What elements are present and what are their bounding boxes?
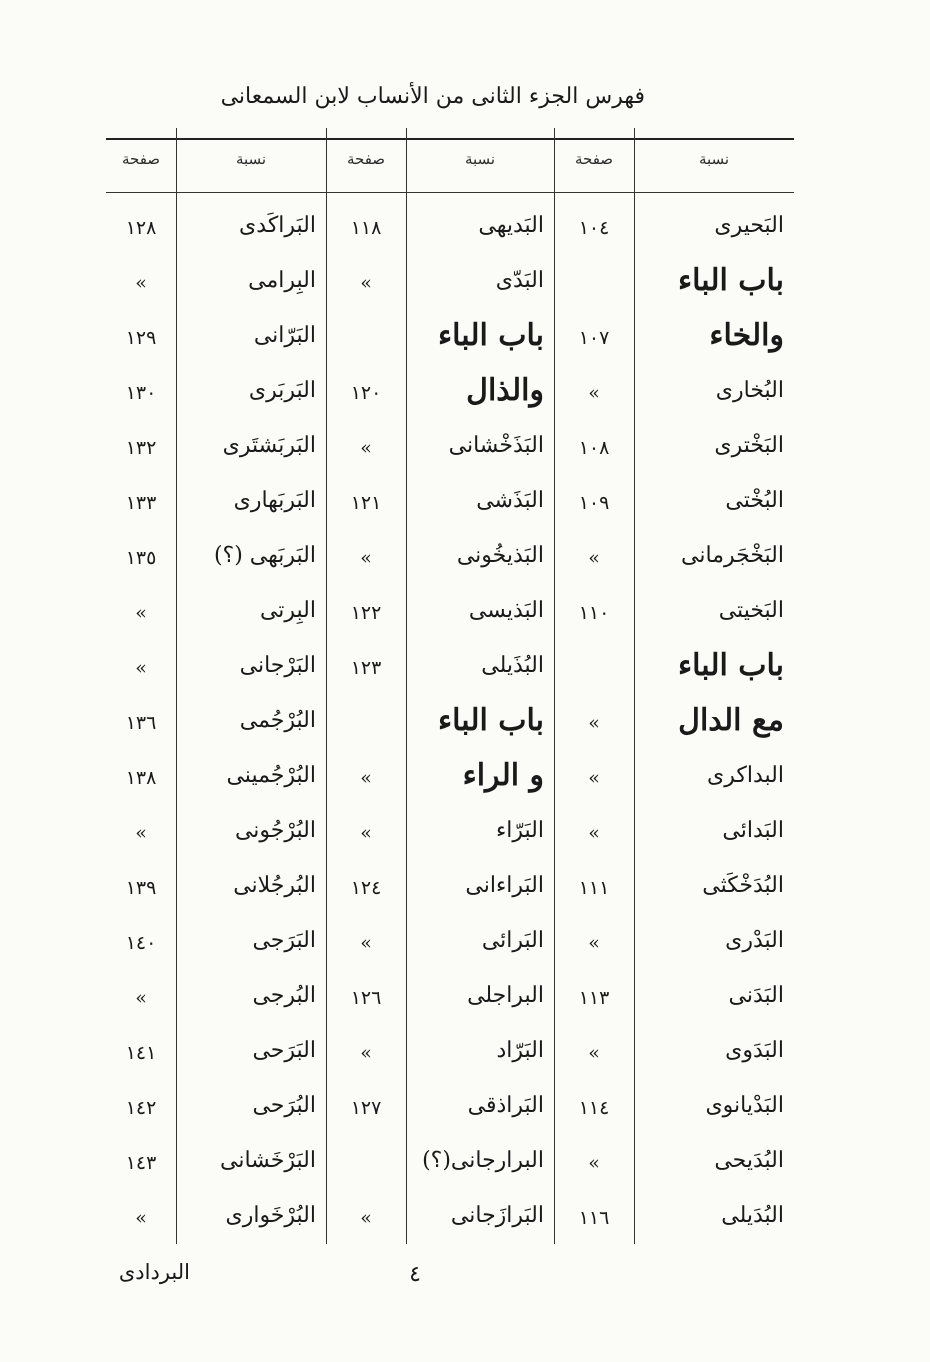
nisba-entry: البَدائى bbox=[722, 818, 784, 843]
page-entry: » bbox=[588, 1042, 600, 1064]
page-entry: ١٣٦ bbox=[125, 712, 157, 734]
page-entry: ١١٤ bbox=[578, 1097, 610, 1119]
page-entry: ١٢٣ bbox=[350, 657, 382, 679]
nisba-header: نسبة bbox=[464, 150, 496, 168]
page-entry: ١٢٦ bbox=[350, 987, 382, 1009]
nisba-entry: البَحيرى bbox=[714, 213, 784, 238]
nisba-entry: البُرْجُمى bbox=[239, 708, 316, 733]
nisba-entry: البَخيتى bbox=[718, 598, 784, 623]
nisba-entry: البَديهى bbox=[478, 213, 544, 238]
page-entry: ١٠٨ bbox=[578, 437, 610, 459]
page-column-3 bbox=[106, 128, 176, 1244]
nisba-entry: البُرجُلانى bbox=[233, 873, 316, 898]
nisba-entry: باب الباء bbox=[438, 703, 544, 738]
nisba-entry: البُرْخَوارى bbox=[225, 1203, 316, 1228]
page-entry: » bbox=[588, 1152, 600, 1174]
nisba-entry: البُرْجُمينى bbox=[226, 763, 316, 788]
nisba-header: نسبة bbox=[235, 150, 267, 168]
page-entry: ١٢١ bbox=[350, 492, 382, 514]
nisba-column-2 bbox=[406, 128, 554, 1244]
nisba-entry: و الراء bbox=[462, 758, 544, 793]
page-entry: » bbox=[135, 822, 147, 844]
page-entry: ١٤٠ bbox=[125, 932, 157, 954]
page-entry: ١٢٤ bbox=[350, 877, 382, 899]
nisba-entry: البَربَشتَرى bbox=[222, 433, 316, 458]
page-entry: ١٤٢ bbox=[125, 1097, 157, 1119]
page-entry: ١٢٧ bbox=[350, 1097, 382, 1119]
nisba-entry: البَذيسى bbox=[468, 598, 544, 623]
nisba-entry: البُذَيلى bbox=[481, 653, 544, 678]
page-entry: » bbox=[360, 767, 372, 789]
page-column-1 bbox=[554, 128, 634, 1244]
page-entry: » bbox=[135, 987, 147, 1009]
page-header: صفحة bbox=[574, 150, 614, 168]
nisba-entry: البداكرى bbox=[707, 763, 784, 788]
nisba-entry: البَرّاد bbox=[496, 1038, 544, 1063]
nisba-entry: البَراكَدى bbox=[239, 213, 316, 238]
nisba-entry: البَخْترى bbox=[714, 433, 784, 458]
index-table bbox=[106, 128, 794, 1244]
page-entry: » bbox=[588, 547, 600, 569]
page-entry: ١١٨ bbox=[350, 217, 382, 239]
page-entry: » bbox=[360, 272, 372, 294]
page-entry: » bbox=[135, 272, 147, 294]
nisba-entry: البَراءانى bbox=[465, 873, 544, 898]
page-entry: » bbox=[588, 712, 600, 734]
nisba-entry: البَدّى bbox=[495, 268, 544, 293]
page-column-2 bbox=[326, 128, 406, 1244]
nisba-entry: البَدَنى bbox=[728, 983, 784, 1008]
nisba-entry: البُخارى bbox=[715, 378, 784, 403]
nisba-entry: البرارجانى(؟) bbox=[422, 1148, 544, 1173]
nisba-entry: البَراذقى bbox=[467, 1093, 544, 1118]
nisba-entry: البَربَهى (؟) bbox=[213, 543, 316, 568]
page-entry: ١٤١ bbox=[125, 1042, 157, 1064]
nisba-entry: البَدَوى bbox=[725, 1038, 784, 1063]
nisba-header: نسبة bbox=[698, 150, 730, 168]
nisba-entry: باب الباء bbox=[678, 263, 784, 298]
page-entry: ١١٣ bbox=[578, 987, 610, 1009]
page-entry: » bbox=[588, 822, 600, 844]
page-entry: » bbox=[135, 1207, 147, 1229]
page-entry: » bbox=[588, 382, 600, 404]
page-header: صفحة bbox=[346, 150, 386, 168]
nisba-entry: البُرْجُونى bbox=[234, 818, 316, 843]
page-entry: ١٣٠ bbox=[125, 382, 157, 404]
page-number: ٤ bbox=[409, 1262, 421, 1287]
page-entry: ١٠٧ bbox=[578, 327, 610, 349]
nisba-entry: مع الدال bbox=[678, 703, 784, 738]
page-entry: ١١١ bbox=[578, 877, 610, 899]
nisba-entry: البِرتى bbox=[259, 598, 316, 623]
page-entry: ١٣٨ bbox=[125, 767, 157, 789]
nisba-entry: البَرّاء bbox=[495, 818, 544, 843]
catchword: البردادى bbox=[118, 1260, 190, 1284]
nisba-entry: البُدَخْكَثى bbox=[702, 873, 784, 898]
page-entry: ١١٠ bbox=[578, 602, 610, 624]
nisba-entry: البَرَحى bbox=[252, 1038, 316, 1063]
page-entry: » bbox=[360, 822, 372, 844]
nisba-entry: البَخْجَرمانى bbox=[681, 543, 784, 568]
nisba-entry: والخاء bbox=[709, 318, 784, 353]
nisba-column-1 bbox=[634, 128, 794, 1244]
page-entry: » bbox=[588, 767, 600, 789]
page-entry: ١٠٤ bbox=[578, 217, 610, 239]
page-entry: » bbox=[588, 932, 600, 954]
page-entry: ١٣٩ bbox=[125, 877, 157, 899]
nisba-entry: البُرجى bbox=[252, 983, 316, 1008]
nisba-entry: البَذيخُونى bbox=[456, 543, 544, 568]
page-entry: » bbox=[135, 657, 147, 679]
page-title: فهرس الجزء الثانى من الأنساب لابن السمعانى bbox=[220, 84, 645, 109]
page-entry: » bbox=[360, 437, 372, 459]
nisba-column-3 bbox=[176, 128, 326, 1244]
page-entry: ١٢٢ bbox=[350, 602, 382, 624]
page-entry: ١٣٢ bbox=[125, 437, 157, 459]
nisba-entry: البَربَرى bbox=[248, 378, 316, 403]
nisba-entry: البَربَهارى bbox=[233, 488, 316, 513]
nisba-entry: البَرْجانى bbox=[239, 653, 316, 678]
nisba-entry: البَدْرى bbox=[725, 928, 784, 953]
nisba-entry: باب الباء bbox=[678, 648, 784, 683]
nisba-entry: البَرّانى bbox=[253, 323, 316, 348]
page-entry: ١٢٨ bbox=[125, 217, 157, 239]
nisba-entry: البَدْيانوى bbox=[705, 1093, 784, 1118]
page-entry: » bbox=[360, 547, 372, 569]
page-entry: ١٢٠ bbox=[350, 382, 382, 404]
nisba-entry: البُرَحى bbox=[252, 1093, 316, 1118]
nisba-entry: البِرامى bbox=[248, 268, 316, 293]
page-entry: ١٤٣ bbox=[125, 1152, 157, 1174]
page-entry: ١٣٥ bbox=[125, 547, 157, 569]
nisba-entry: البَذَشى bbox=[476, 488, 544, 513]
nisba-entry: البُدَيلى bbox=[721, 1203, 784, 1228]
nisba-entry: البُدَيحى bbox=[714, 1148, 784, 1173]
nisba-entry: البَرْخَشانى bbox=[220, 1148, 316, 1173]
nisba-entry: باب الباء bbox=[438, 318, 544, 353]
nisba-entry: والذال bbox=[466, 373, 544, 408]
page-entry: ١١٦ bbox=[578, 1207, 610, 1229]
page-entry: » bbox=[360, 1042, 372, 1064]
page-entry: » bbox=[360, 1207, 372, 1229]
page-entry: ١٢٩ bbox=[125, 327, 157, 349]
page-entry: ١٣٣ bbox=[125, 492, 157, 514]
nisba-entry: البُخْتى bbox=[725, 488, 784, 513]
page-entry: » bbox=[360, 932, 372, 954]
page-entry: » bbox=[135, 602, 147, 624]
page-entry: ١٠٩ bbox=[578, 492, 610, 514]
page-header: صفحة bbox=[121, 150, 161, 168]
nisba-entry: البراجلى bbox=[467, 983, 544, 1008]
nisba-entry: البَرائى bbox=[481, 928, 544, 953]
nisba-entry: البَرَجى bbox=[252, 928, 316, 953]
nisba-entry: البَذَخْشانى bbox=[448, 433, 544, 458]
nisba-entry: البَرازَجانى bbox=[450, 1203, 544, 1228]
